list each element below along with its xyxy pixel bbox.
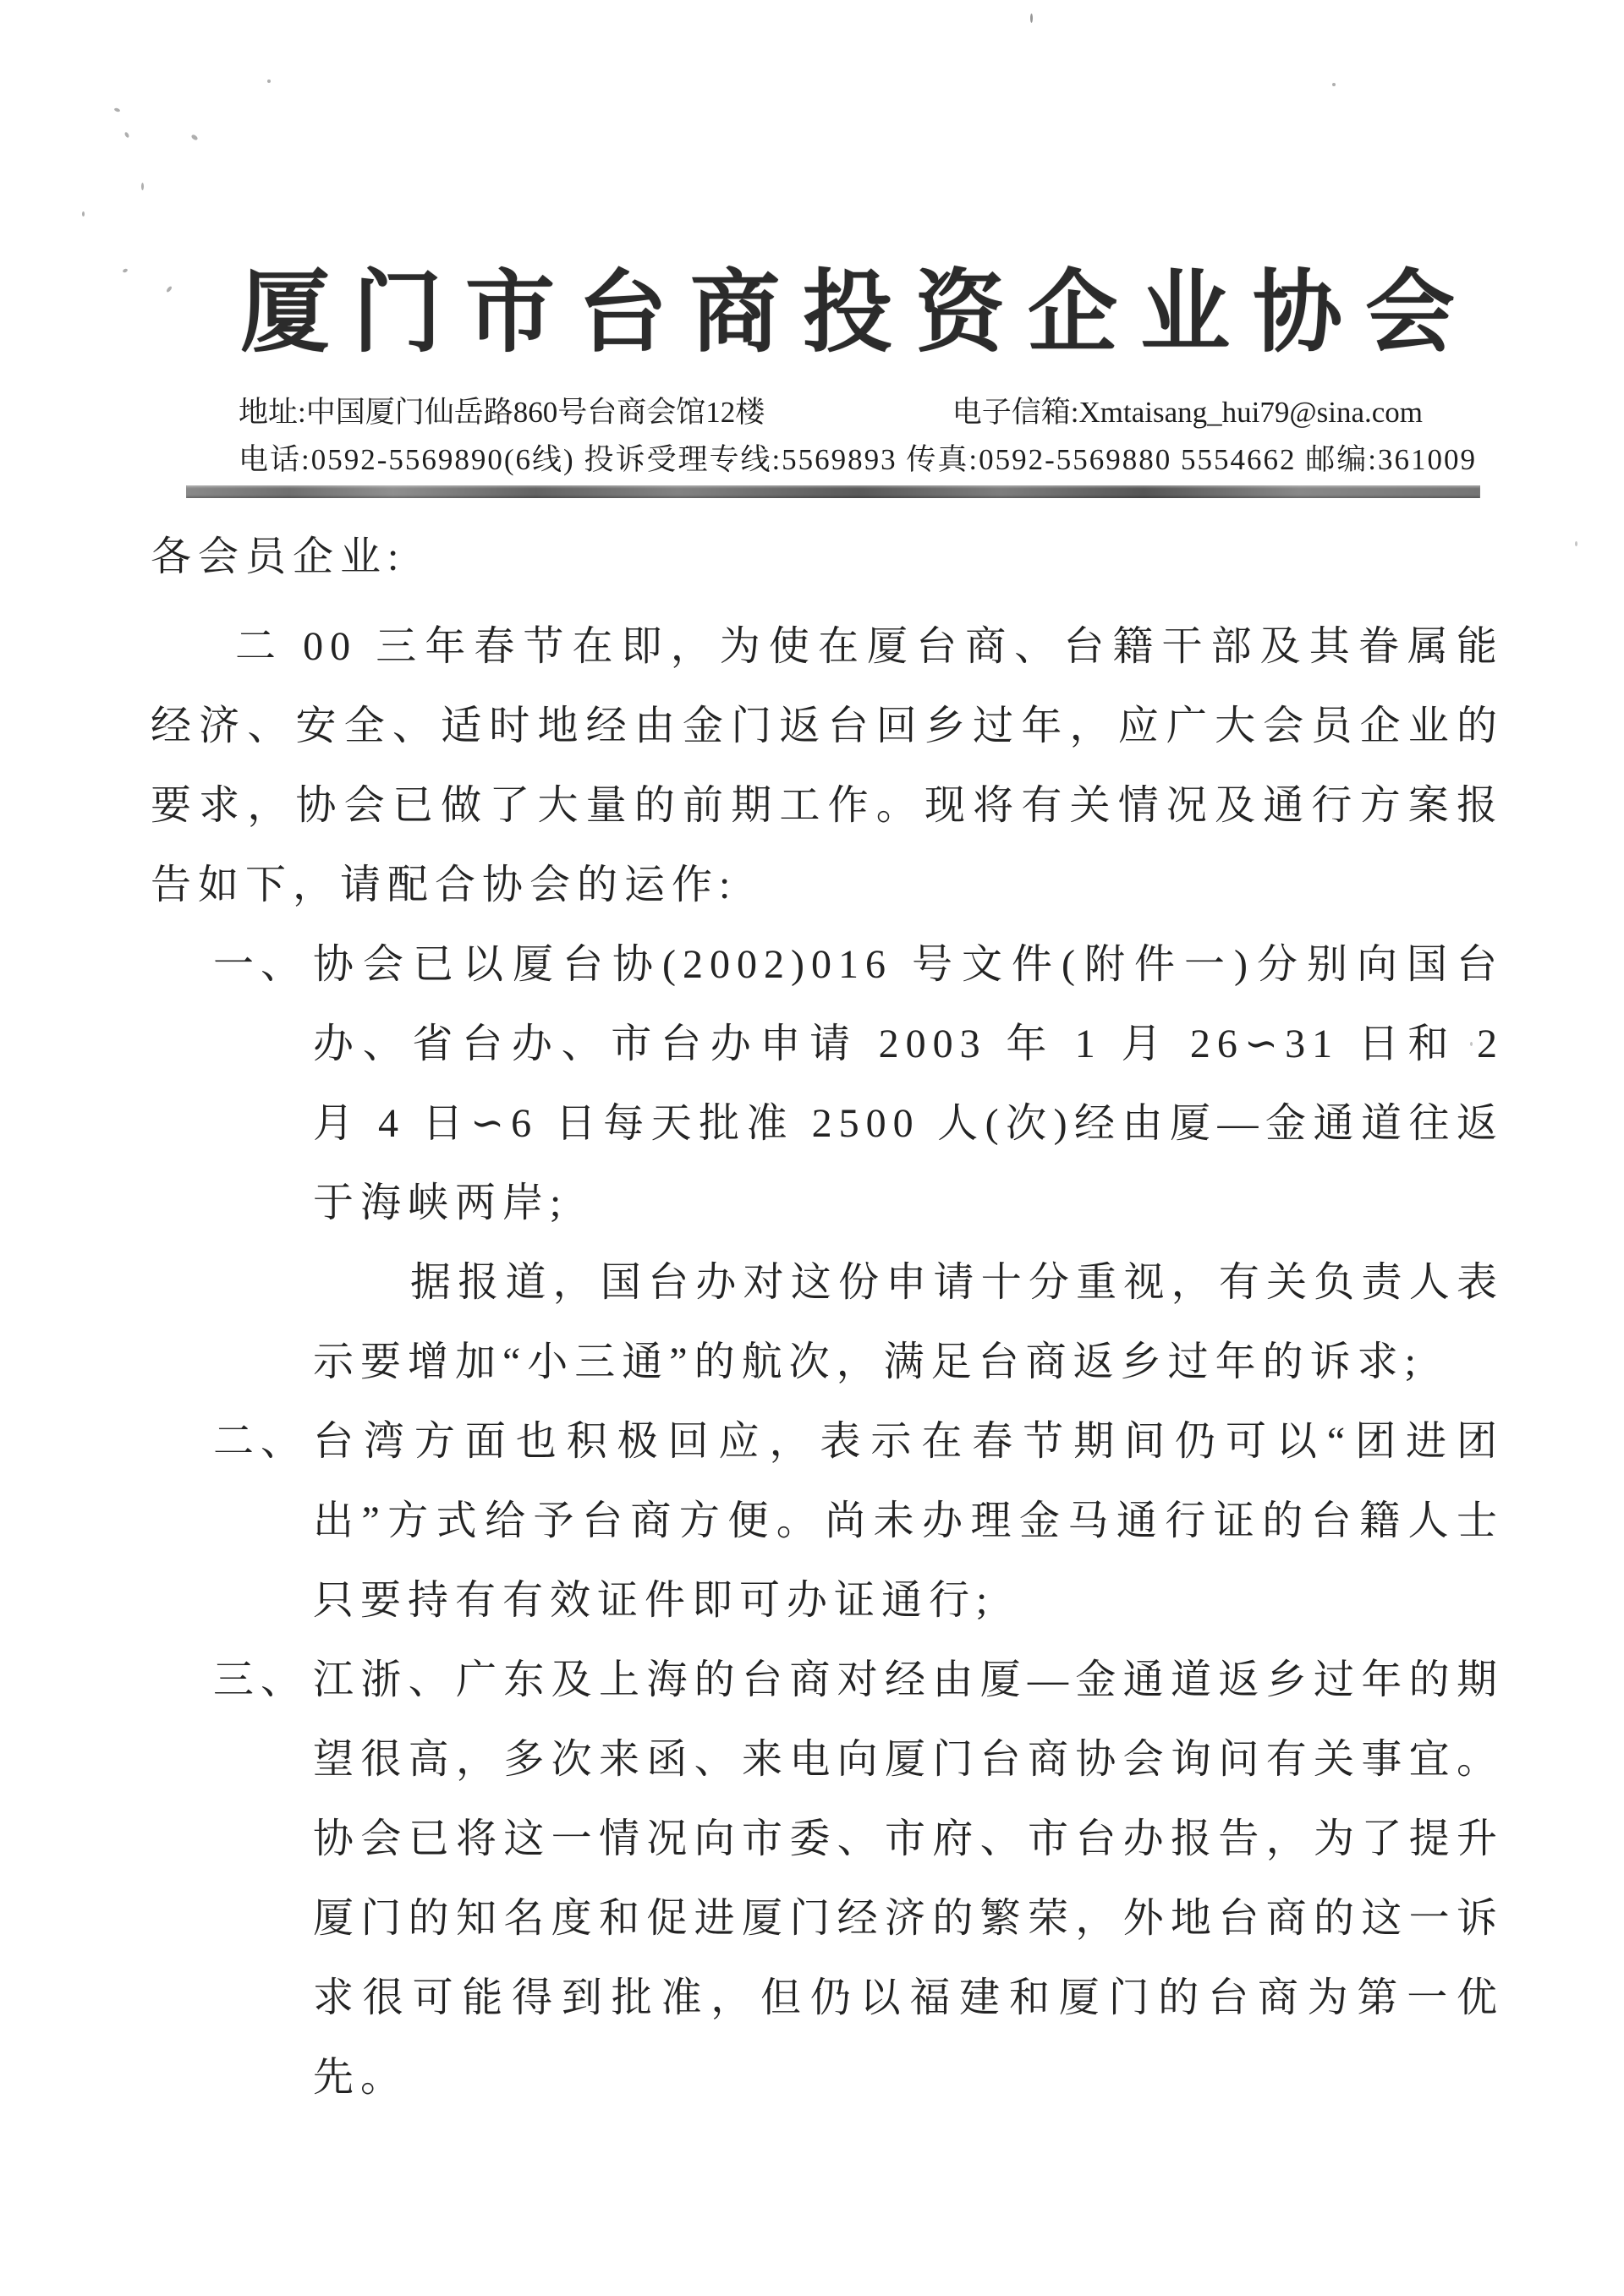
scan-noise: [124, 131, 130, 138]
scan-noise: [141, 183, 144, 190]
scan-noise: [82, 211, 85, 216]
scan-noise: [166, 286, 173, 293]
letterhead-divider: [186, 485, 1480, 498]
scan-noise: [114, 107, 121, 112]
list-item-1-text: 协会已以厦台协(2002)016 号文件(附件一)分别向国台办、省台办、市台办申请 2003 年 1 月 26∽31 日和 2 月 4 日∽6 日每天批准 2500 人(次)经由厦—金通道往返于海峡两岸;: [313, 942, 1504, 1225]
intro-paragraph: 二 00 三年春节在即，为使在厦台商、台籍干部及其眷属能经济、安全、适时地经由金门返台回乡过年，应广大会员企业的要求，协会已做了大量的前期工作。现将有关情况及通行方案报告如下，请配合协会的运作:: [151, 624, 1504, 907]
address-text: 地址:中国厦门仙岳路860号台商会馆12楼: [239, 396, 765, 429]
list-item-2-text: 台湾方面也积极回应，表示在春节期间仍可以“团进团出”方式给予台商方便。尚未办理金马通行证的台籍人士只要持有有效证件即可办证通行;: [313, 1419, 1504, 1623]
list-item-3-marker: 三、: [213, 1658, 309, 1702]
list-item-3: [151, 1641, 1504, 2118]
letterhead-contact-block: [239, 394, 1478, 479]
scan-noise: [1332, 83, 1336, 86]
phone-fax-postal-text: 电话:0592-5569890(6线) 投诉受理专线:5569893 传真:0592-5569880 5554662 邮编:361009: [239, 443, 1478, 476]
scan-noise: [190, 134, 198, 141]
list-item-3-text: 江浙、广东及上海的台商对经由厦—金通道返乡过年的期望很高，多次来函、来电向厦门台商协会询问有关事宜。协会已将这一情况向市委、市府、市台办报告，为了提升厦门的知名度和促进厦门经济的繁荣，外地台商的这一诉求很可能得到批准，但仍以福建和厦门的台商为第一优先。: [313, 1658, 1504, 2100]
scan-noise: [122, 268, 128, 273]
salutation: 各会员企业:: [151, 534, 406, 579]
list-item-2-marker: 二、: [213, 1419, 309, 1464]
scan-noise: [1575, 541, 1577, 546]
scan-noise: [1030, 14, 1033, 23]
scan-noise: [267, 79, 271, 83]
list-item-1-marker: 一、: [213, 942, 309, 987]
list-item-2: [151, 1402, 1504, 1641]
list-item-1: [151, 925, 1504, 1402]
list-item-1-note: 据报道，国台办对这份申请十分重视，有关负责人表示要增加“小三通”的航次，满足台商返乡过年的诉求;: [313, 1260, 1504, 1384]
contact-row-address-email: [239, 394, 1423, 431]
email-text: 电子信箱:Xmtaisang_hui79@sina.com: [952, 396, 1423, 429]
association-title: 厦门市台商投资企业协会: [240, 264, 1478, 363]
letter-body: [151, 518, 1504, 2118]
